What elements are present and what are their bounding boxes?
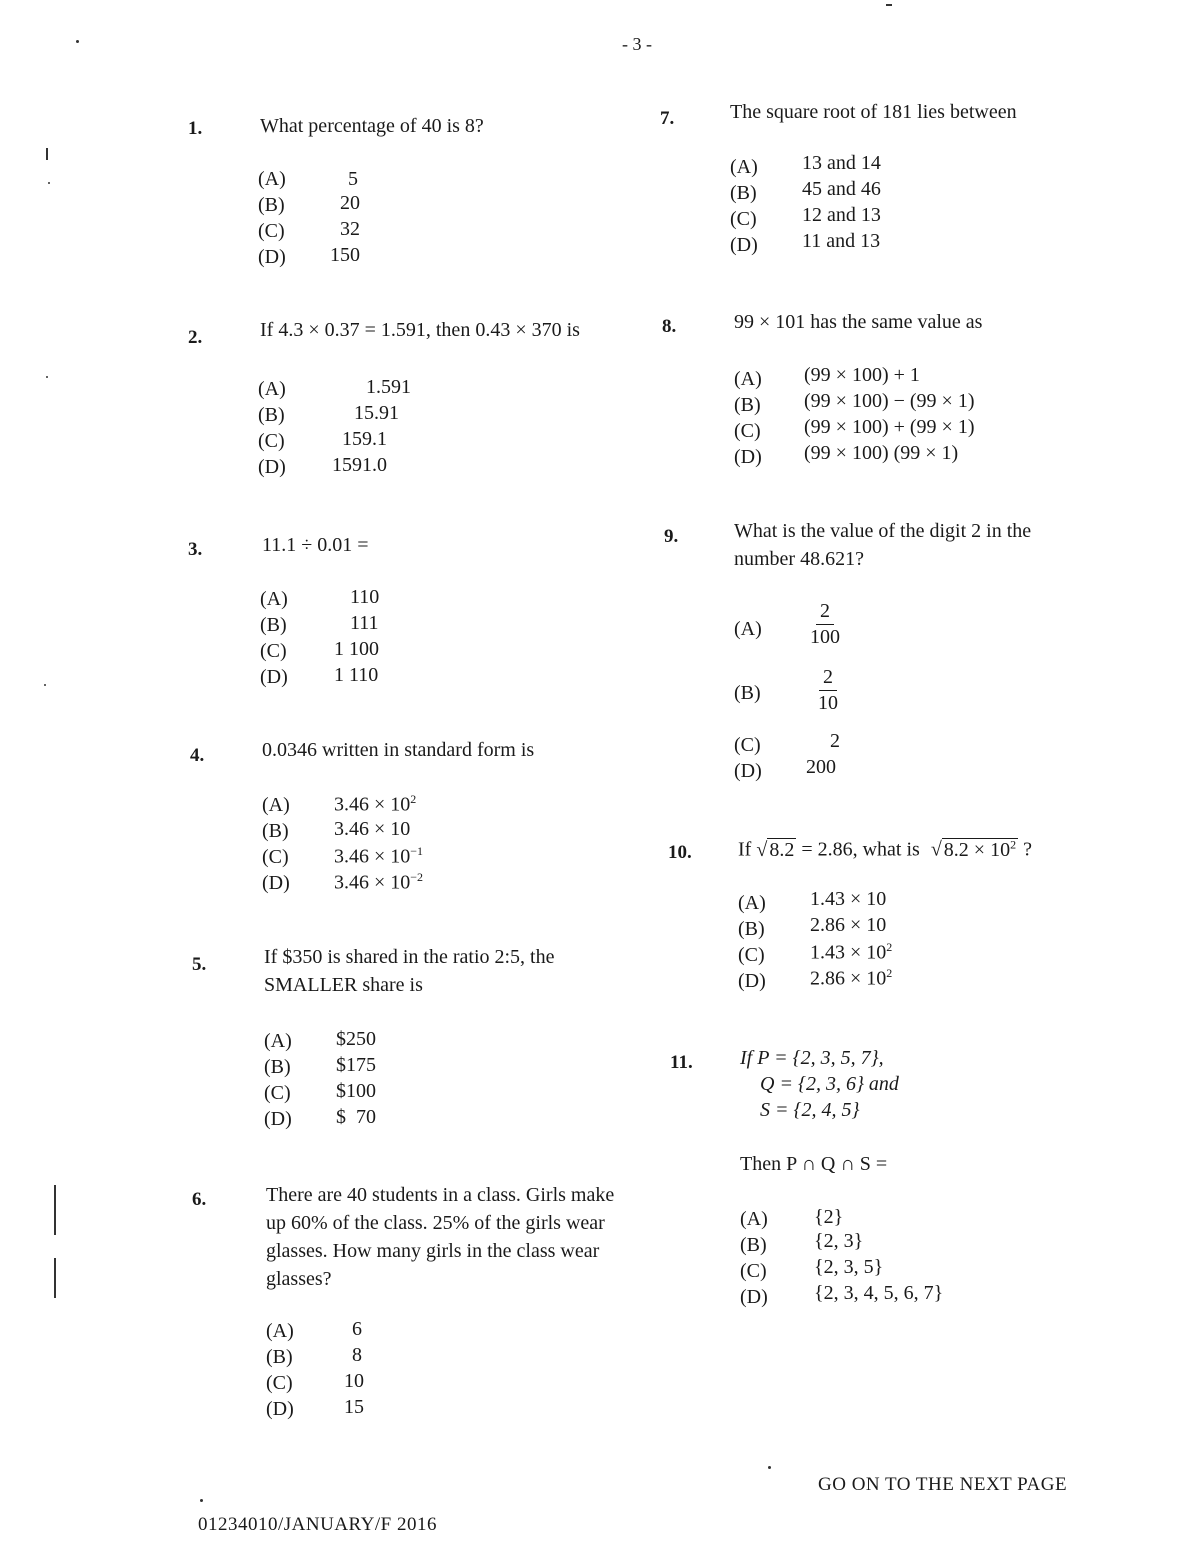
option-letter: (B) <box>734 682 761 704</box>
option-value: 1.43 × 10 <box>810 888 887 910</box>
option-letter: (D) <box>734 760 762 782</box>
question-4-options <box>262 792 482 902</box>
question-2-number: 2. <box>188 327 203 348</box>
option-value: $2.86 \times 10^2$ <box>810 966 893 990</box>
question-10-options <box>738 888 958 998</box>
option-letter: (D) <box>266 1398 294 1420</box>
option-value: 1591.0 <box>332 454 387 476</box>
scan-speck <box>768 1466 771 1469</box>
option-value: $ 70 <box>336 1106 376 1128</box>
scan-speck <box>48 182 50 184</box>
option-letter: (D) <box>258 246 286 268</box>
question-7-options <box>730 152 980 262</box>
go-on-next-page: GO ON TO THE NEXT PAGE <box>818 1474 1068 1495</box>
option-letter: (B) <box>734 394 761 416</box>
option-letter: (A) <box>734 618 762 640</box>
option-value: 200 <box>806 756 836 778</box>
option-value: 150 <box>330 244 360 266</box>
option-letter: (B) <box>266 1346 293 1368</box>
option-letter: (B) <box>258 404 285 426</box>
option-value: $3.46 \times 10^{-1}$ <box>334 844 424 868</box>
option-letter: (C) <box>734 420 761 442</box>
option-value: 3.46 × 10 <box>334 818 411 840</box>
option-letter: (A) <box>262 794 290 816</box>
question-8-options <box>734 364 1034 474</box>
question-4-number: 4. <box>190 745 205 766</box>
option-value: (99 × 100) − (99 × 1) <box>804 390 975 412</box>
option-value: 15.91 <box>354 402 399 424</box>
option-letter: (D) <box>258 456 286 478</box>
option-value: $1.43 \times 10^2$ <box>810 940 893 964</box>
option-letter: (C) <box>264 1082 291 1104</box>
option-value: 5 <box>348 168 358 190</box>
option-letter: (B) <box>258 194 285 216</box>
option-letter: (D) <box>260 666 288 688</box>
option-letter: (D) <box>262 872 290 894</box>
scan-mark <box>54 1258 56 1298</box>
question-9-number: 9. <box>664 526 679 547</box>
option-letter: (A) <box>258 378 286 400</box>
option-value: 32 <box>340 218 360 240</box>
question-5-number: 5. <box>192 954 207 975</box>
option-letter: (D) <box>734 446 762 468</box>
option-letter: (C) <box>730 208 757 230</box>
option-value: (99 × 100) + 1 <box>804 364 920 386</box>
question-11-then: Then P ∩ Q ∩ S = <box>740 1153 888 1175</box>
option-letter: (B) <box>740 1234 767 1256</box>
option-letter: (A) <box>740 1208 768 1230</box>
question-9-stem: What is the value of the digit 2 in the number 48.621? <box>734 520 1032 570</box>
option-letter: (C) <box>262 846 289 868</box>
option-value: 159.1 <box>342 428 387 450</box>
option-value: 110 <box>350 586 380 608</box>
option-value: 111 <box>350 612 379 634</box>
question-1-stem: What percentage of 40 is 8? <box>260 115 484 137</box>
option-value: 12 and 13 <box>802 204 881 226</box>
option-letter: (C) <box>258 220 285 242</box>
question-11-number: 11. <box>670 1052 693 1073</box>
option-value: {2} <box>814 1206 844 1228</box>
scan-speck <box>886 4 892 6</box>
question-3-number: 3. <box>188 539 203 560</box>
option-value: $250 <box>336 1028 376 1050</box>
exam-code: 01234010/JANUARY/F 2016 <box>198 1514 437 1535</box>
question-6-options <box>266 1318 466 1428</box>
option-value: (99 × 100) + (99 × 1) <box>804 416 975 438</box>
question-2-stem: If 4.3 × 0.37 = 1.591, then 0.43 × 370 is <box>260 319 580 341</box>
square-root-symbol: √ 8.2 <box>756 838 795 861</box>
option-value: 2.86 × 10 <box>810 914 887 936</box>
option-letter: (C) <box>740 1260 767 1282</box>
option-value: 6 <box>352 1318 362 1340</box>
option-letter: (A) <box>738 892 766 914</box>
question-7-stem: The square root of 181 lies between <box>730 101 1017 123</box>
option-value: {2, 3, 4, 5, 6, 7} <box>814 1282 944 1304</box>
question-10-stem: If √ 8.2 = 2.86, what is √ $8.2 \times 10^2$ ? <box>738 830 1032 864</box>
option-letter: (D) <box>738 970 766 992</box>
option-value: $100 <box>336 1080 376 1102</box>
option-value: 1.591 <box>366 376 411 398</box>
option-letter: (A) <box>266 1320 294 1342</box>
question-8-stem: 99 × 101 has the same value as <box>734 311 983 333</box>
option-value: 45 and 46 <box>802 178 881 200</box>
scan-mark <box>54 1185 56 1235</box>
option-value: $175 <box>336 1054 376 1076</box>
option-letter: (C) <box>734 734 761 756</box>
option-letter: (C) <box>266 1372 293 1394</box>
option-value: 13 and 14 <box>802 152 881 174</box>
question-7-number: 7. <box>660 108 675 129</box>
question-4-stem: 0.0346 written in standard form is <box>262 739 535 761</box>
question-11-stem-line-2: Q = {2, 3, 6} and <box>760 1073 899 1095</box>
option-value: 1 110 <box>334 664 379 686</box>
fraction-numerator: 2 <box>816 600 834 625</box>
question-5-stem: If $350 is shared in the ratio 2:5, the SMALLER share is <box>264 946 555 996</box>
option-value: {2, 3, 5} <box>814 1256 884 1278</box>
option-value: 15 <box>344 1396 364 1418</box>
question-8-number: 8. <box>662 316 677 337</box>
option-value: 2 <box>830 730 840 752</box>
option-value: 20 <box>340 192 360 214</box>
scan-speck <box>76 40 79 43</box>
option-letter: (B) <box>262 820 289 842</box>
question-2-options <box>258 376 458 486</box>
option-letter: (D) <box>740 1286 768 1308</box>
option-value: $3.46 \times 10^2$ <box>334 792 417 816</box>
option-letter: (B) <box>264 1056 291 1078</box>
option-letter: (A) <box>258 168 286 190</box>
question-11-options <box>740 1206 1000 1316</box>
scan-speck <box>46 376 48 378</box>
option-letter: (A) <box>260 588 288 610</box>
square-root-symbol: √ $8.2 \times 10^2$ <box>930 837 1017 861</box>
question-11-stem-line-1: If P = {2, 3, 5, 7}, <box>740 1047 884 1069</box>
option-letter: (C) <box>258 430 285 452</box>
option-letter: (D) <box>264 1108 292 1130</box>
option-letter: (A) <box>734 368 762 390</box>
page-number: - 3 - <box>622 34 652 54</box>
question-6-stem: There are 40 students in a class. Girls make up 60% of the class. 25% of the girls wear glasses. How many girls in the class wear glasses? <box>266 1184 615 1290</box>
option-value: 1 100 <box>334 638 379 660</box>
option-value: (99 × 100) (99 × 1) <box>804 442 959 464</box>
option-fraction <box>806 600 844 649</box>
question-5-options <box>264 1028 464 1138</box>
option-fraction <box>814 666 842 715</box>
option-letter: (B) <box>730 182 757 204</box>
fraction-numerator: 2 <box>819 666 837 691</box>
option-letter: (A) <box>264 1030 292 1052</box>
question-9-options <box>734 598 934 788</box>
option-letter: (B) <box>260 614 287 636</box>
question-11-stem-line-3: S = {2, 4, 5} <box>760 1099 860 1121</box>
scan-speck <box>200 1499 203 1502</box>
question-1-options <box>258 168 458 278</box>
option-letter: (A) <box>730 156 758 178</box>
question-3-options <box>260 586 460 696</box>
option-value: 11 and 13 <box>802 230 881 252</box>
option-value: {2, 3} <box>814 1230 864 1252</box>
question-6-number: 6. <box>192 1189 207 1210</box>
option-value: 8 <box>352 1344 362 1366</box>
question-1-number: 1. <box>188 118 203 139</box>
option-letter: (B) <box>738 918 765 940</box>
option-value: 10 <box>344 1370 364 1392</box>
question-10-number: 10. <box>668 842 692 863</box>
fraction-denominator: 10 <box>818 692 838 714</box>
question-3-stem: 11.1 ÷ 0.01 = <box>262 534 369 556</box>
scan-speck <box>44 684 46 686</box>
option-letter: (D) <box>730 234 758 256</box>
option-value: $3.46 \times 10^{-2}$ <box>334 870 424 894</box>
fraction-denominator: 100 <box>810 626 840 648</box>
option-letter: (C) <box>738 944 765 966</box>
scan-mark <box>46 148 48 160</box>
option-letter: (C) <box>260 640 287 662</box>
